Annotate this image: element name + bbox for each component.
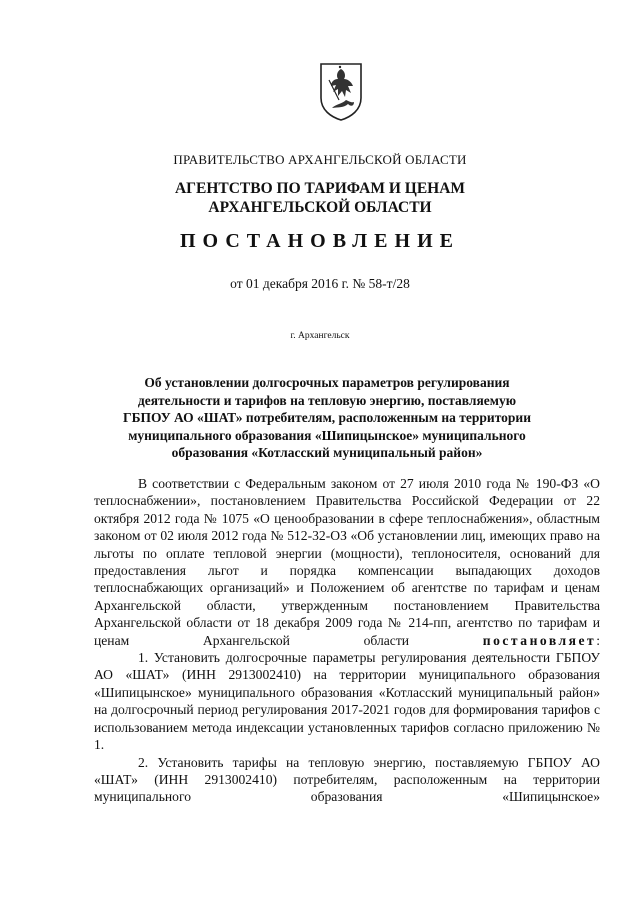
preamble-paragraph: [94, 475, 600, 649]
agency-name: [0, 179, 640, 217]
agency-name-line-1: АГЕНТСТВО ПО ТАРИФАМ И ЦЕНАМ: [174, 180, 466, 197]
title-line-2: деятельности и тарифов на тепловую энергию, поставляемую: [137, 392, 517, 408]
preamble-text: В соответствии с Федеральным законом от 27 июля 2010 года № 190-ФЗ «О теплоснабжении», постановлением Правительства Российской Федерации от 22 октября 2012 года № 1075 «О ценообразовании в сфере теплоснабжения», областным законом от 02 июля 2012 года № 512-32-ОЗ «Об установлении лиц, имеющих право на льготы по оплате тепловой энергии (мощности), теплоносителя, оснований для предоставления льгот и порядка компенсации выпадающих доходов теплоснабжающих организаций» и Положением об агентстве по тарифам и ценам Архангельской области, утвержденным постановлением Правительства Архангельской области от 18 декабря 2009 года № 214-пп, агентство по тарифам и ценам Архангельской области: [94, 476, 600, 648]
city: г. Архангельск: [290, 331, 350, 341]
title-line-1: Об установлении долгосрочных параметров регулирования: [144, 375, 510, 390]
title-line-3: ГБПОУ АО «ШАТ» потребителям, расположенным на территории: [123, 410, 531, 425]
date-and-number: от 01 декабря 2016 г. № 58-т/28: [230, 276, 410, 291]
government-name: ПРАВИТЕЛЬСТВО АРХАНГЕЛЬСКОЙ ОБЛАСТИ: [173, 152, 467, 167]
resolves-colon: :: [596, 632, 600, 648]
title-line-5: образования «Котласский муниципальный район»: [171, 445, 483, 460]
document-title: [108, 374, 546, 462]
agency-name-line-2: АРХАНГЕЛЬСКОЙ ОБЛАСТИ: [208, 199, 432, 216]
item-1-paragraph: 1. Установить долгосрочные параметры регулирования деятельности ГБПОУ АО «ШАТ» (ИНН 2913002410) на территории муниципального образования «Шипицынское» муниципального образования «Котласский муниципальный район» на долгосрочный период регулирования 2017-2021 годов для формирования тарифов с использованием метода индексации установленных тарифов согласно приложению № 1.: [94, 650, 600, 753]
coat-of-arms-icon: [316, 60, 366, 122]
item-2-paragraph: 2. Установить тарифы на тепловую энергию, поставляемую ГБПОУ АО «ШАТ» (ИНН 2913002410) потребителям, расположенным на территории муниципального образования «Шипицынское»: [94, 754, 600, 805]
title-line-4: муниципального образования «Шипицынское» муниципального: [128, 427, 526, 443]
document-type: ПОСТАНОВЛЕНИЕ: [180, 230, 460, 252]
document-body: [94, 475, 600, 806]
resolves-word: постановляет: [482, 632, 597, 648]
